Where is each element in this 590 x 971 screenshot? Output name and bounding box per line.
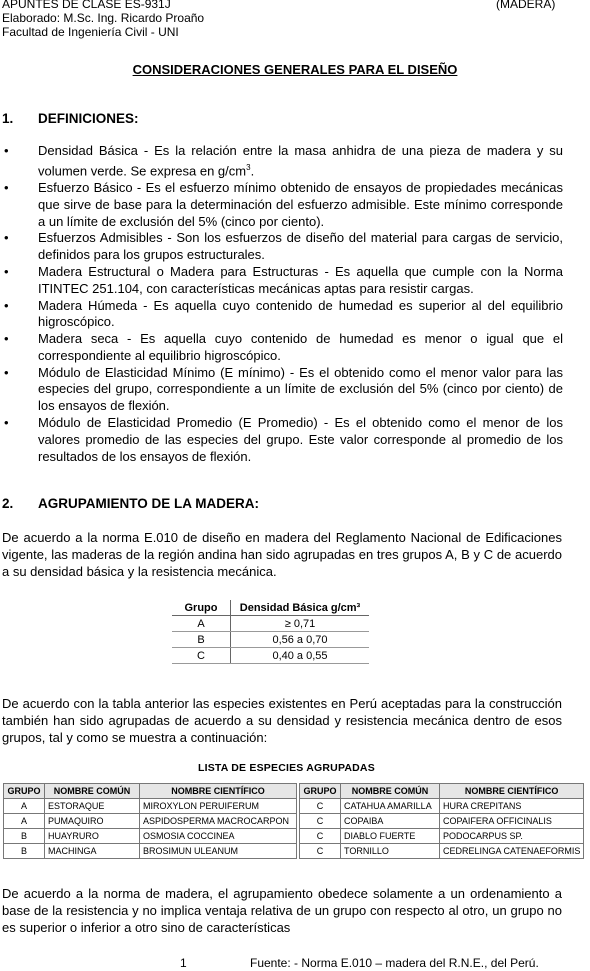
page-title: CONSIDERACIONES GENERALES PARA EL DISEÑO — [132, 62, 458, 77]
species-common-cell: HUAYRURO — [45, 829, 140, 844]
table-row — [300, 799, 584, 814]
species-group-cell: C — [300, 799, 341, 814]
species-group-cell: C — [300, 844, 341, 859]
paragraph-norma: De acuerdo a la norma E.010 de diseño en madera del Reglamento Nacional de Edificaciones vigente, las maderas de la región andina han sido agrupadas en tres grupos A, B y C de acuerdo a su densidad básica y la resistencia mecánica. — [2, 530, 562, 579]
species-group-cell: C — [300, 829, 341, 844]
species-group-cell: B — [4, 844, 45, 859]
definition-item — [0, 143, 590, 180]
species-header-scientific: NOMBRE CIENTÍFICO — [140, 784, 297, 799]
density-value-cell: 0,56 a 0,70 — [231, 632, 370, 648]
species-header-common: NOMBRE COMÚN — [341, 784, 440, 799]
species-scientific-cell: ASPIDOSPERMA MACROCARPON — [140, 814, 297, 829]
species-group-cell: A — [4, 799, 45, 814]
definition-item — [0, 230, 590, 264]
bullet-icon: • — [4, 364, 9, 380]
section-1-title: DEFINICIONES: — [38, 111, 139, 126]
definition-text: Esfuerzo Básico - Es el esfuerzo mínimo obtenido de ensayos de propiedades mecánicas que sirve de base para la determinación del esfuerzo admisible. Este mínimo corresponde a un límite de exclusión del 5% (cinco por ciento). — [38, 179, 563, 229]
section-2-number: 2. — [2, 496, 14, 511]
definition-superscript: 3 — [246, 162, 251, 172]
table-row — [300, 829, 584, 844]
definition-item — [0, 415, 590, 465]
species-common-cell: DIABLO FUERTE — [341, 829, 440, 844]
species-list-title: LISTA DE ESPECIES AGRUPADAS — [198, 762, 375, 774]
page-number: 1 — [180, 956, 187, 970]
species-header-scientific: NOMBRE CIENTÍFICO — [440, 784, 584, 799]
paragraph-agrupamiento: De acuerdo a la norma de madera, el agrupamiento obedece solamente a un ordenamiento a base de la resistencia y no implica ventaja relativa de un grupo con respecto al otro, un grupo no es superior o inferior a otro sino de características — [2, 886, 562, 935]
definition-text: Módulo de Elasticidad Promedio (E Promedio) - Es el obtenido como el menor de los valores promedio de las especies del grupo. Este valor corresponde al promedio de los resultados de los ensayos de flexión. — [38, 415, 563, 464]
species-group-cell: B — [4, 829, 45, 844]
density-group-cell: B — [172, 632, 231, 648]
definition-text: Módulo de Elasticidad Mínimo (E mínimo) - Es el obtenido como el menor valor para las especies del grupo, correspondiente a un límite de exclusión del 5% (cinco por ciento) de los ensayos de flexión. — [38, 364, 563, 414]
species-header-group: GRUPO — [4, 784, 45, 799]
bullet-icon: • — [4, 263, 9, 279]
density-value-cell: 0,40 a 0,55 — [231, 648, 370, 664]
species-header-group: GRUPO — [300, 784, 341, 799]
paragraph-especies: De acuerdo con la tabla anterior las especies existentes en Perú aceptadas para la construcción también han sido agrupadas de acuerdo a su densidad y resistencia mecánica dentro de esos grupos, tal y como se muestra a continuación: — [2, 696, 562, 745]
density-header-density: Densidad Básica g/cm³ — [231, 600, 370, 616]
species-scientific-cell: OSMOSIA COCCINEA — [140, 829, 297, 844]
section-1-number: 1. — [2, 111, 14, 126]
definition-text: Esfuerzos Admisibles - Son los esfuerzos de diseño del material para cargas de servicio, definidos para los grupos estructurales. — [38, 230, 563, 263]
section-1-heading — [2, 111, 139, 127]
species-common-cell: CATAHUA AMARILLA — [341, 799, 440, 814]
species-scientific-cell: PODOCARPUS SP. — [440, 829, 584, 844]
definition-text: Madera Estructural o Madera para Estructuras - Es aquella que cumple con la Norma ITINTEC 251.104, con características mecánicas aptas para resistir cargas. — [38, 263, 563, 296]
table-row — [172, 616, 369, 632]
section-2-title: AGRUPAMIENTO DE LA MADERA: — [38, 496, 259, 511]
definition-item — [0, 365, 590, 415]
bullet-icon: • — [4, 179, 9, 195]
species-common-cell: PUMAQUIRO — [45, 814, 140, 829]
species-common-cell: MACHINGA — [45, 844, 140, 859]
species-group-cell: A — [4, 814, 45, 829]
header-topic: (MADERA) — [496, 0, 556, 11]
table-row — [4, 799, 297, 814]
species-table-left — [3, 783, 297, 859]
header-faculty: Facultad de Ingeniería Civil - UNI — [2, 25, 179, 39]
definition-item — [0, 298, 590, 332]
species-scientific-cell: COPAIFERA OFFICINALIS — [440, 814, 584, 829]
section-2-heading — [2, 496, 259, 512]
table-row — [300, 814, 584, 829]
species-common-cell: COPAIBA — [341, 814, 440, 829]
species-table-right — [299, 783, 584, 859]
footer-source: Fuente: - Norma E.010 – madera del R.N.E., del Perú. — [250, 956, 539, 970]
bullet-icon: • — [4, 297, 9, 313]
table-row — [4, 844, 297, 859]
definition-item — [0, 264, 590, 298]
species-common-cell: ESTORAQUE — [45, 799, 140, 814]
species-group-cell: C — [300, 814, 341, 829]
density-group-cell: A — [172, 616, 231, 632]
header-course: APUNTES DE CLASE ES-931J — [2, 0, 171, 11]
table-row — [172, 648, 369, 664]
table-row — [4, 829, 297, 844]
density-header-group: Grupo — [172, 600, 231, 616]
definitions-list — [0, 143, 590, 465]
definition-item — [0, 331, 590, 365]
bullet-icon: • — [4, 143, 9, 158]
header-author: Elaborado: M.Sc. Ing. Ricardo Proaño — [2, 11, 205, 25]
definition-item — [0, 180, 590, 230]
density-value-cell: ≥ 0,71 — [231, 616, 370, 632]
density-group-cell: C — [172, 648, 231, 664]
bullet-icon: • — [4, 415, 9, 431]
definition-text: Madera Húmeda - Es aquella cuyo contenido de humedad es superior al del equilibrio higroscópico. — [38, 297, 563, 330]
species-header-row — [300, 784, 584, 799]
species-scientific-cell: CEDRELINGA CATENAEFORMIS — [440, 844, 584, 859]
table-row — [300, 844, 584, 859]
species-scientific-cell: MIROXYLON PERUIFERUM — [140, 799, 297, 814]
density-table — [172, 600, 369, 664]
species-header-row — [4, 784, 297, 799]
definition-text: Madera seca - Es aquella cuyo contenido de humedad es menor o igual que el correspondiente al equilibrio higroscópico. — [38, 331, 563, 363]
species-common-cell: TORNILLO — [341, 844, 440, 859]
bullet-icon: • — [4, 230, 9, 246]
table-row — [4, 814, 297, 829]
definition-text: Densidad Básica - Es la relación entre la masa anhidra de una pieza de madera y su volumen verde. Se expresa en g/cm — [38, 143, 563, 179]
species-scientific-cell: HURA CREPITANS — [440, 799, 584, 814]
definition-tail: . — [250, 163, 255, 179]
species-scientific-cell: BROSIMUN ULEANUM — [140, 844, 297, 859]
bullet-icon: • — [4, 331, 9, 347]
table-row — [172, 632, 369, 648]
species-header-common: NOMBRE COMÚN — [45, 784, 140, 799]
density-table-header — [172, 600, 369, 616]
